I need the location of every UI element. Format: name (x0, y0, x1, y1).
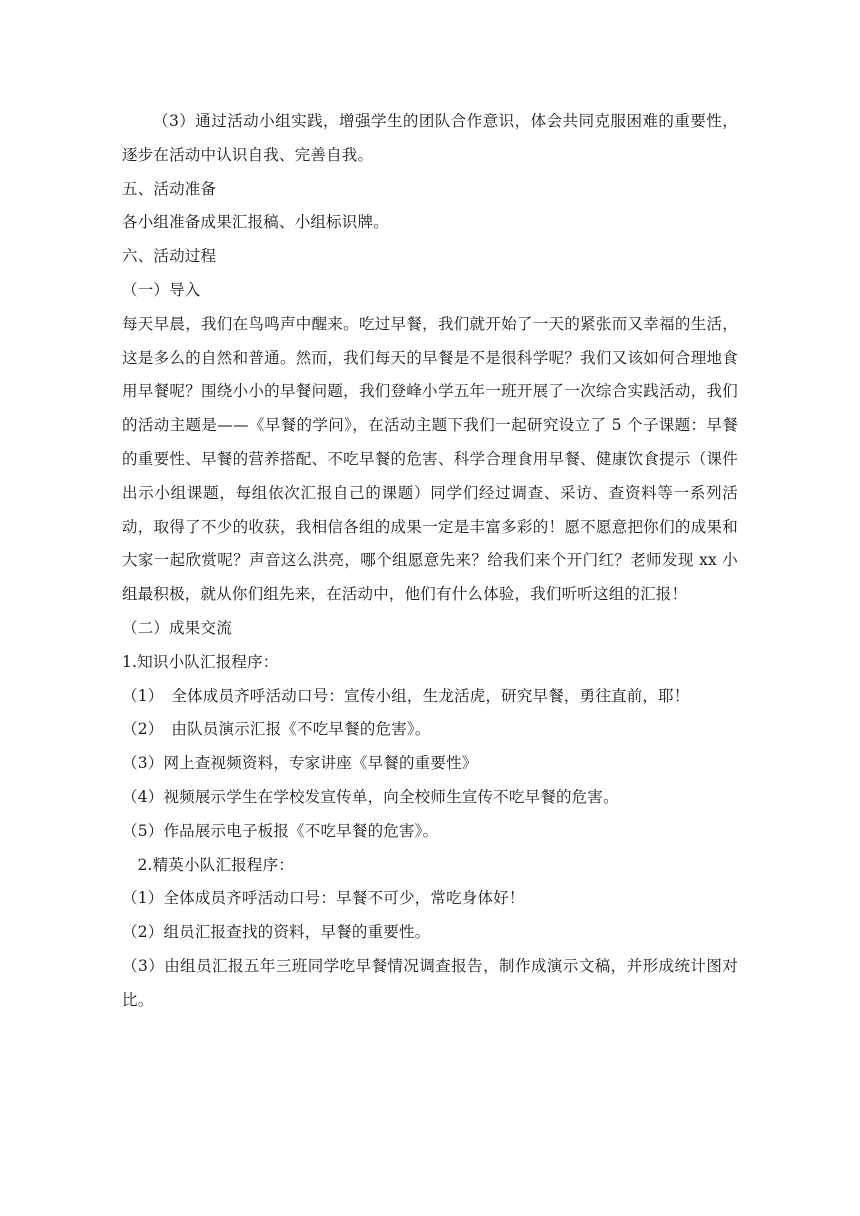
subheading-introduction: （一）导入 (122, 280, 201, 299)
list-item: （5）作品展示电子板报《不吃早餐的危害》。 (122, 821, 439, 840)
elite-team-heading: 2.精英小队汇报程序： (137, 855, 294, 874)
preparation-paragraph: 各小组准备成果汇报稿、小组标识牌。 (122, 213, 389, 232)
list-item: （1）全体成员齐呼活动口号：早餐不可少，常吃身体好！ (122, 889, 525, 908)
knowledge-team-heading: 1.知识小队汇报程序： (122, 652, 279, 671)
section-heading-preparation: 五、活动准备 (122, 179, 217, 198)
list-item: （4）视频展示学生在学校发宣传单，向全校师生宣传不吃早餐的危害。 (122, 787, 619, 806)
list-item: （1） 全体成员齐呼活动口号：宣传小组，生龙活虎，研究早餐，勇往直前，耶！ (122, 686, 690, 705)
objective-3-paragraph: （3）通过活动小组实践，增强学生的团队合作意识，体会共同克服困难的重要性，逐步在活动中认识自我、完善自我。 (122, 112, 738, 164)
introduction-paragraph: 每天早晨，我们在鸟鸣声中醒来。吃过早餐，我们就开始了一天的紧张而又幸福的生活，这是多么的自然和普通。然而，我们每天的早餐是不是很科学呢？我们又该如何合理地食用早餐呢？围绕小小的早餐问题，我们登峰小学五年一班开展了一次综合实践活动，我们的活动主题是——《早餐的学问》，在活动主题下我们一起研究设立了 5 个子课题：早餐的重要性、早餐的营养搭配、不吃早餐的危害、科学合理食用早餐、健康饮食提示（课件出示小组课题，每组依次汇报自己的课题）同学们经过调查、采访、查资料等一系列活动，取得了不少的收获，我相信各组的成果一定是丰富多彩的！愿不愿意把你们的成果和大家一起欣赏呢？声音这么洪亮，哪个组愿意先来？给我们来个开门红？老师发现 xx 小组最积极，就从你们组先来，在活动中，他们有什么体验，我们听听这组的汇报！ (122, 314, 738, 604)
list-item: （3）由组员汇报五年三班同学吃早餐情况调查报告，制作成演示文稿，并形成统计图对比。 (122, 956, 738, 1009)
list-item: （2）组员汇报查找的资料，早餐的重要性。 (122, 923, 431, 942)
list-item: （3）网上查视频资料，专家讲座《早餐的重要性》 (122, 754, 478, 773)
section-heading-process: 六、活动过程 (122, 247, 217, 266)
subheading-results-exchange: （二）成果交流 (122, 618, 232, 637)
list-item: （2） 由队员演示汇报《不吃早餐的危害》。 (122, 720, 431, 739)
document-body (122, 105, 738, 1018)
